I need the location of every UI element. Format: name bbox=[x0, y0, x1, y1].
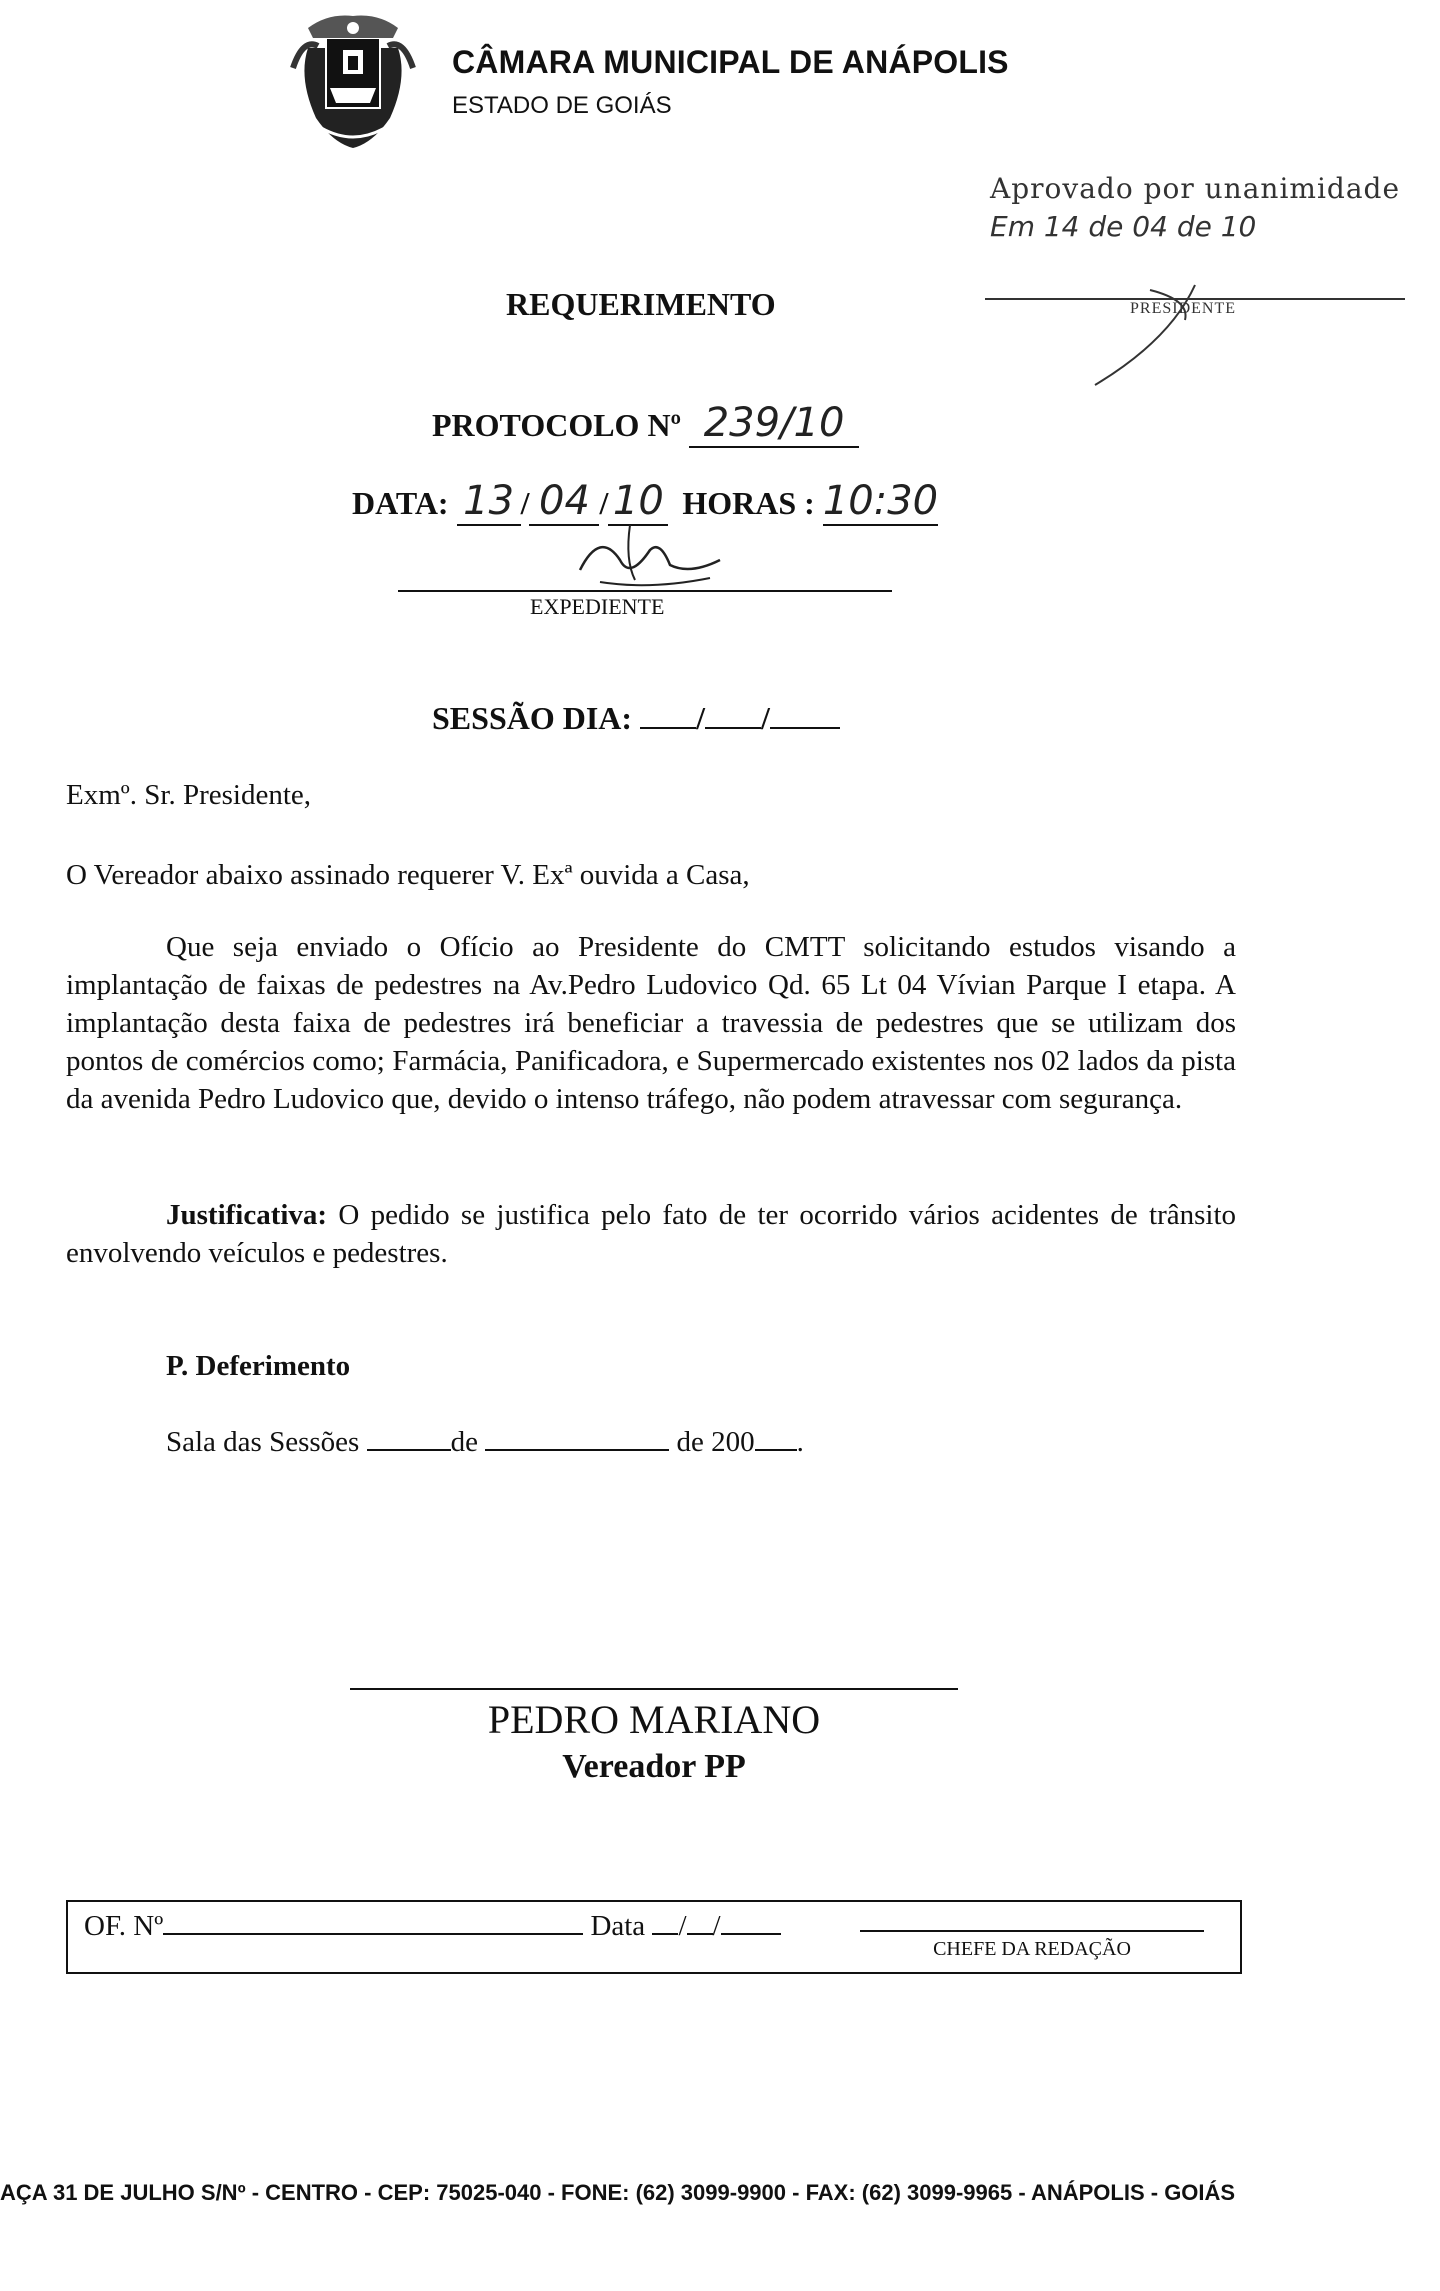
state-subtitle: ESTADO DE GOIÁS bbox=[452, 92, 672, 119]
signature-line bbox=[350, 1688, 958, 1690]
sala-de2: de 200 bbox=[676, 1426, 755, 1458]
approval-date-handwritten: Em 14 de 04 de 10 bbox=[990, 210, 1257, 243]
sala-day-blank bbox=[367, 1449, 451, 1451]
of-data-year-blank bbox=[721, 1933, 781, 1935]
sessao-row: SESSÃO DIA: / / bbox=[432, 700, 840, 737]
data-horas-row: DATA: 13 / 04 / 10 HORAS : 10:30 bbox=[352, 478, 939, 524]
data-day: 13 bbox=[457, 478, 521, 526]
justificativa-text: O pedido se justifica pelo fato de ter ocorrido vários acidentes de trânsito envolvendo veículos e pedestres. bbox=[66, 1199, 1237, 1269]
approval-stamp-text: Aprovado por unanimidade bbox=[990, 172, 1401, 205]
expediente-signature bbox=[560, 520, 730, 592]
chefe-redacao-label: CHEFE DA REDAÇÃO bbox=[933, 1938, 1131, 1960]
protocolo-row bbox=[432, 400, 859, 448]
of-data-day-blank bbox=[652, 1933, 678, 1935]
expediente-line bbox=[398, 590, 892, 592]
stamp-presidente-label: PRESIDENTE bbox=[1130, 300, 1236, 317]
horas-value: 10:30 bbox=[822, 478, 939, 524]
expediente-label: EXPEDIENTE bbox=[530, 594, 665, 619]
signatory-name: PEDRO MARIANO bbox=[487, 1697, 821, 1742]
sessao-month-blank bbox=[705, 727, 761, 729]
greeting: Exmº. Sr. Presidente, bbox=[66, 779, 311, 811]
of-label: OF. Nº bbox=[84, 1910, 164, 1942]
institution-title: CÂMARA MUNICIPAL DE ANÁPOLIS bbox=[452, 44, 1009, 80]
sessao-day-blank bbox=[640, 727, 696, 729]
request-paragraph bbox=[66, 928, 1236, 1118]
of-data-month-blank bbox=[687, 1933, 713, 1935]
justification-paragraph bbox=[66, 1196, 1236, 1272]
sala-end: . bbox=[796, 1426, 804, 1458]
sessao-year-blank bbox=[770, 727, 840, 729]
horas-label: HORAS : bbox=[682, 485, 815, 521]
data-label: DATA: bbox=[352, 485, 449, 521]
protocolo-number: 239/10 bbox=[689, 400, 859, 448]
of-data-label: Data bbox=[590, 1910, 646, 1942]
chefe-signature-line bbox=[860, 1930, 1204, 1932]
sala-de1: de bbox=[450, 1426, 478, 1458]
sessao-label: SESSÃO DIA: bbox=[432, 700, 633, 736]
protocolo-label: PROTOCOLO Nº bbox=[432, 407, 682, 443]
deferimento: P. Deferimento bbox=[166, 1350, 351, 1382]
request-body-text: Que seja enviado o Ofício ao Presidente do CMTT solicitando estudos visando a implantação de faixas de pedestres na Av.Pedro Ludovico Qd. 65 Lt 04 Vívian Parque I etapa. A implantação desta faixa de pedestres irá beneficiar a travessia de pedestres que se utilizam dos pontos de comércios como; Farmácia, Panificadora, e Supermercado existentes nos 02 lados da pista da avenida Pedro Ludovico que, devido o intenso tráfego, não podem atravessar com segurança. bbox=[66, 931, 1236, 1115]
sala-prefix: Sala das Sessões bbox=[166, 1426, 360, 1458]
office-row: OF. Nº Data / / bbox=[84, 1910, 781, 1943]
justificativa-label: Justificativa: bbox=[166, 1199, 328, 1231]
sala-month-blank bbox=[485, 1449, 669, 1451]
data-year: 10 bbox=[608, 478, 668, 526]
sala-year-blank bbox=[755, 1449, 797, 1451]
data-month: 04 bbox=[529, 478, 599, 526]
signatory-role: Vereador PP bbox=[562, 1748, 746, 1785]
municipal-crest-logo bbox=[288, 8, 418, 156]
footer-address: AÇA 31 DE JULHO S/Nº - CENTRO - CEP: 75025-040 - FONE: (62) 3099-9900 - FAX: (62) 3099-9965 - ANÁPOLIS - GOIÁS bbox=[0, 2180, 1236, 2205]
sala-sessoes-row bbox=[166, 1426, 804, 1459]
of-number-blank bbox=[163, 1933, 583, 1935]
intro-line: O Vereador abaixo assinado requerer V. Exª ouvida a Casa, bbox=[66, 859, 750, 891]
document-title: REQUERIMENTO bbox=[506, 286, 776, 322]
stamp-signature-stroke bbox=[1090, 280, 1200, 390]
